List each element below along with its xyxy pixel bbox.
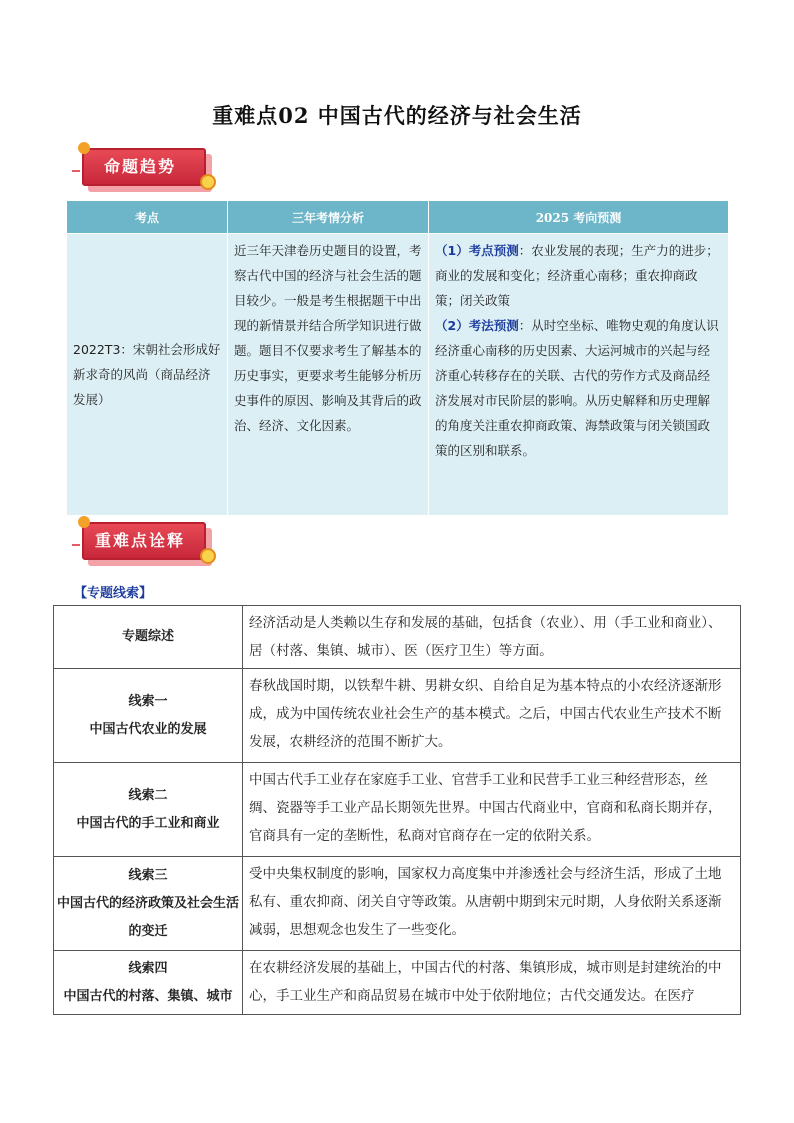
clue-text: 受中央集权制度的影响，国家权力高度集中并渗透社会与经济生活，形成了土地私有、重农抑商、闭关自守等政策。从唐朝中期到宋元时期，人身依附关系逐渐减弱，思想观念也发生了一些变化。 <box>243 857 741 951</box>
clue-text: 春秋战国时期，以铁犁牛耕、男耕女织、自给自足为基本特点的小农经济逐渐形成，成为中国传统农业社会生产的基本模式。之后，中国古代农业生产技术不断发展，农耕经济的范围不断扩大。 <box>243 669 741 763</box>
page-title: 重难点02 中国古代的经济与社会生活 <box>212 103 582 128</box>
clue-key: 线索一 中国古代农业的发展 <box>54 669 243 763</box>
header-forecast: 2025 考向预测 <box>429 201 729 234</box>
table-row <box>54 606 741 669</box>
table-row <box>54 857 741 951</box>
clue-section-label: 【专题线索】 <box>74 586 153 601</box>
table-row <box>54 763 741 857</box>
cell-point: 2022T3：宋朝社会形成好新求奇的风尚（商品经济发展） <box>67 234 228 516</box>
header-analysis: 三年考情分析 <box>228 201 429 234</box>
clue-key: 线索四 中国古代的村落、集镇、城市 <box>54 951 243 1015</box>
table-row <box>54 669 741 763</box>
trend-banner-label: 命题趋势 <box>103 157 176 176</box>
cell-forecast <box>429 234 729 516</box>
clue-key: 线索二 中国古代的手工业和商业 <box>54 763 243 857</box>
clue-text: 经济活动是人类赖以生存和发展的基础，包括食（农业）、用（手工业和商业）、居（村落、集镇、城市）、医（医疗卫生）等方面。 <box>243 606 741 669</box>
forecast-2-text: ：从时空坐标、唯物史观的角度认识经济重心南移的历史因素、大运河城市的兴起与经济重心转移存在的关联、古代的劳作方式及商品经济发展对市民阶层的影响。从历史解释和历史理解的角度关注重农抑商政策、海禁政策与闭关锁国政策的区别和联系。 <box>435 318 719 458</box>
clue-text: 中国古代手工业存在家庭手工业、官营手工业和民营手工业三种经营形态，丝绸、瓷器等手工业产品长期领先世界。中国古代商业中，官商和私商长期并存，官商具有一定的垄断性，私商对官商存在一定的依附关系。 <box>243 763 741 857</box>
ring-decoration-icon <box>200 548 216 564</box>
forecast-1-label: （1）考点预测 <box>435 243 519 258</box>
clue-key: 专题综述 <box>54 606 243 669</box>
forecast-1-text: ：农业发展的表现；生产力的进步；商业的发展和变化；经济重心南移；重农抑商政策；闭关政策 <box>435 243 719 308</box>
forecast-2-label: （2）考法预测 <box>435 318 519 333</box>
clue-key: 线索三 中国古代的经济政策及社会生活的变迁 <box>54 857 243 951</box>
ring-decoration-icon <box>200 174 216 190</box>
clue-text: 在农耕经济发展的基础上，中国古代的村落、集镇形成，城市则是封建统治的中心，手工业生产和商品贸易在城市中处于依附地位；古代交通发达。在医疗 <box>243 951 741 1015</box>
trend-table <box>66 200 729 516</box>
header-point: 考点 <box>67 201 228 234</box>
explain-banner-label: 重难点诠释 <box>94 531 185 550</box>
clue-table <box>53 605 741 1015</box>
table-row <box>54 951 741 1015</box>
cell-analysis: 近三年天津卷历史题目的设置，考察古代中国的经济与社会生活的题目较少。一般是考生根据题干中出现的新情景并结合所学知识进行做题。题目不仅要求考生了解基本的历史事实，更要求考生能够分析历史事件的原因、影响及其背后的政治、经济、文化因素。 <box>228 234 429 516</box>
